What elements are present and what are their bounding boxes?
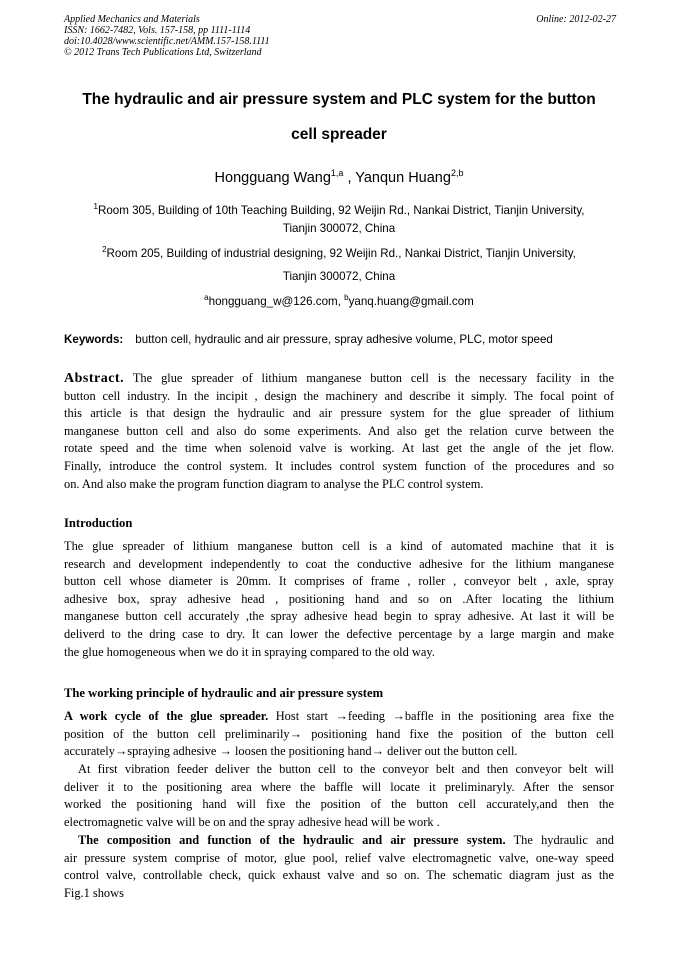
composition-label: The composition and function of the hydraulic and air pressure system. — [78, 833, 506, 847]
composition-line: Fig.1 shows — [64, 885, 124, 900]
keywords-text: button cell, hydraulic and air pressure, spray adhesive volume, PLC, motor speed — [135, 333, 553, 346]
composition-line: control valve, controllable check, quick exhaust valve and so on. The schematic diagram just as the — [64, 868, 614, 883]
composition-line: air pressure system comprise of motor, glue pool, relief valve electromagnetic valve, one-way speed — [64, 850, 614, 865]
aff-2-sup: 2 — [102, 245, 107, 254]
composition-line — [64, 832, 614, 850]
work-desc-line: worked the positioning hand will fixe the position of the button cell accurately,and then the — [64, 797, 614, 812]
work-desc-line: electromagnetic valve will be on and the spray adhesive head will be work . — [64, 814, 440, 829]
journal-header — [64, 14, 616, 58]
paper-title-line-1: The hydraulic and air pressure system and PLC system for the button — [82, 91, 596, 108]
abstract — [64, 370, 614, 493]
author-1-sup: 1,a — [330, 168, 344, 178]
working-principle-heading: The working principle of hydraulic and air pressure system — [64, 686, 384, 700]
author-2-sup: 2,b — [450, 168, 464, 178]
abstract-line — [64, 370, 614, 388]
composition-paragraph — [64, 832, 614, 902]
work-desc-line: deliver it to the positioning area where the baffle will locate it preliminaryly. After the sensor — [64, 779, 614, 794]
composition-text: The hydraulic and — [505, 833, 614, 847]
work-cycle-paragraph — [64, 708, 614, 761]
copyright-line: © 2012 Trans Tech Publications Ltd, Switzerland — [64, 47, 262, 58]
abstract-line: rotate speed and the time when solenoid valve is working. At last get the angle of the jet flow. — [64, 441, 614, 456]
email-b[interactable]: yanq.huang@gmail.com — [348, 295, 474, 308]
email-a[interactable]: hongguang_w@126.com, — [208, 295, 345, 308]
abstract-text: The glue spreader of lithium manganese button cell is the necessary facility in the — [124, 371, 614, 385]
email-a-sup: a — [204, 293, 209, 302]
email-b-sup: b — [344, 293, 349, 302]
author-separator: , — [343, 170, 356, 186]
keywords — [64, 333, 553, 347]
author-2: Yanqun Huang — [355, 170, 451, 186]
aff-1-text: Room 305, Building of 10th Teaching Building, 92 Weijin Rd., Nankai District, Tianjin University, — [97, 204, 585, 217]
intro-line: deliverd to the dring case to dry. It can lower the defective percentage by a large margin and make — [64, 626, 614, 641]
author-1: Hongguang Wang — [214, 170, 331, 186]
work-desc-line: At first vibration feeder deliver the button cell to the conveyor belt and then conveyor belt will — [78, 762, 614, 776]
aff-1-sup: 1 — [93, 202, 98, 211]
intro-line: button cell whose diameter is 20mm. It comprises of frame , roller , conveyor belt , axle, spray — [64, 574, 614, 589]
online-date: Online: 2012-02-27 — [536, 14, 616, 25]
abstract-label: Abstract. — [64, 371, 125, 386]
abstract-line: button cell industry. In the incipit , design the machinery and describe it simply. The focal point of — [64, 388, 614, 403]
aff-2-text: Room 205, Building of industrial designing, 92 Weijin Rd., Nankai District, Tianjin University, — [106, 247, 576, 260]
intro-line: manganese button cell accurately ,the spray adhesive head begin to spray adhesive. At last it will be — [64, 609, 614, 624]
keywords-label: Keywords: — [64, 333, 124, 346]
work-cycle-line: accurately→spraying adhesive → loosen the positioning hand→ deliver out the button cell. — [64, 744, 518, 759]
affiliation-2-line-2: Tianjin 300072, China — [282, 270, 396, 283]
work-cycle-line — [64, 708, 614, 726]
intro-line: The glue spreader of lithium manganese button cell is a kind of automated machine that it is — [64, 539, 614, 553]
affiliation-1-line-1 — [0, 204, 678, 218]
paper-title-line-2: cell spreader — [291, 126, 387, 143]
work-cycle-line: position of the button cell preliminarily→ positioning hand fixe the position of the button cell — [64, 726, 614, 741]
doi-line: doi:10.4028/www.scientific.net/AMM.157-158.1111 — [64, 36, 270, 47]
abstract-line: manganese button cell and also do some experiments. And also get the relation curve between the — [64, 423, 614, 438]
abstract-line: this article is that design the hydraulic and air pressure system for the glue spreader of lithium — [64, 406, 614, 421]
work-cycle-label: A work cycle of the glue spreader. — [64, 709, 269, 723]
author-emails — [0, 295, 678, 309]
work-cycle-text: Host start →feeding →baffle in the positioning area fixe the — [268, 709, 614, 723]
affiliation-1-line-2: Tianjin 300072, China — [282, 222, 396, 235]
issn-line: ISSN: 1662-7482, Vols. 157-158, pp 1111-1114 — [64, 25, 251, 36]
introduction-body — [64, 538, 614, 661]
journal-name: Applied Mechanics and Materials — [64, 14, 200, 25]
author-list — [0, 169, 678, 187]
abstract-line: Finally, introduce the control system. It includes control system function of the procedures and so — [64, 458, 614, 473]
abstract-line: on. And also make the program function diagram to analyse the PLC control system. — [64, 476, 484, 491]
work-description-paragraph — [64, 761, 614, 831]
affiliation-2-line-1 — [0, 247, 678, 261]
intro-line: research and development independently to coat the conductive adhesive for the lithium manganese — [64, 556, 614, 571]
intro-line: the glue homogeneous when we do it in spraying compared to the old way. — [64, 644, 435, 659]
introduction-heading: Introduction — [64, 516, 133, 530]
intro-line: adhesive box, spray adhesive head , positioning hand and so on .After locating the lithium — [64, 591, 614, 606]
